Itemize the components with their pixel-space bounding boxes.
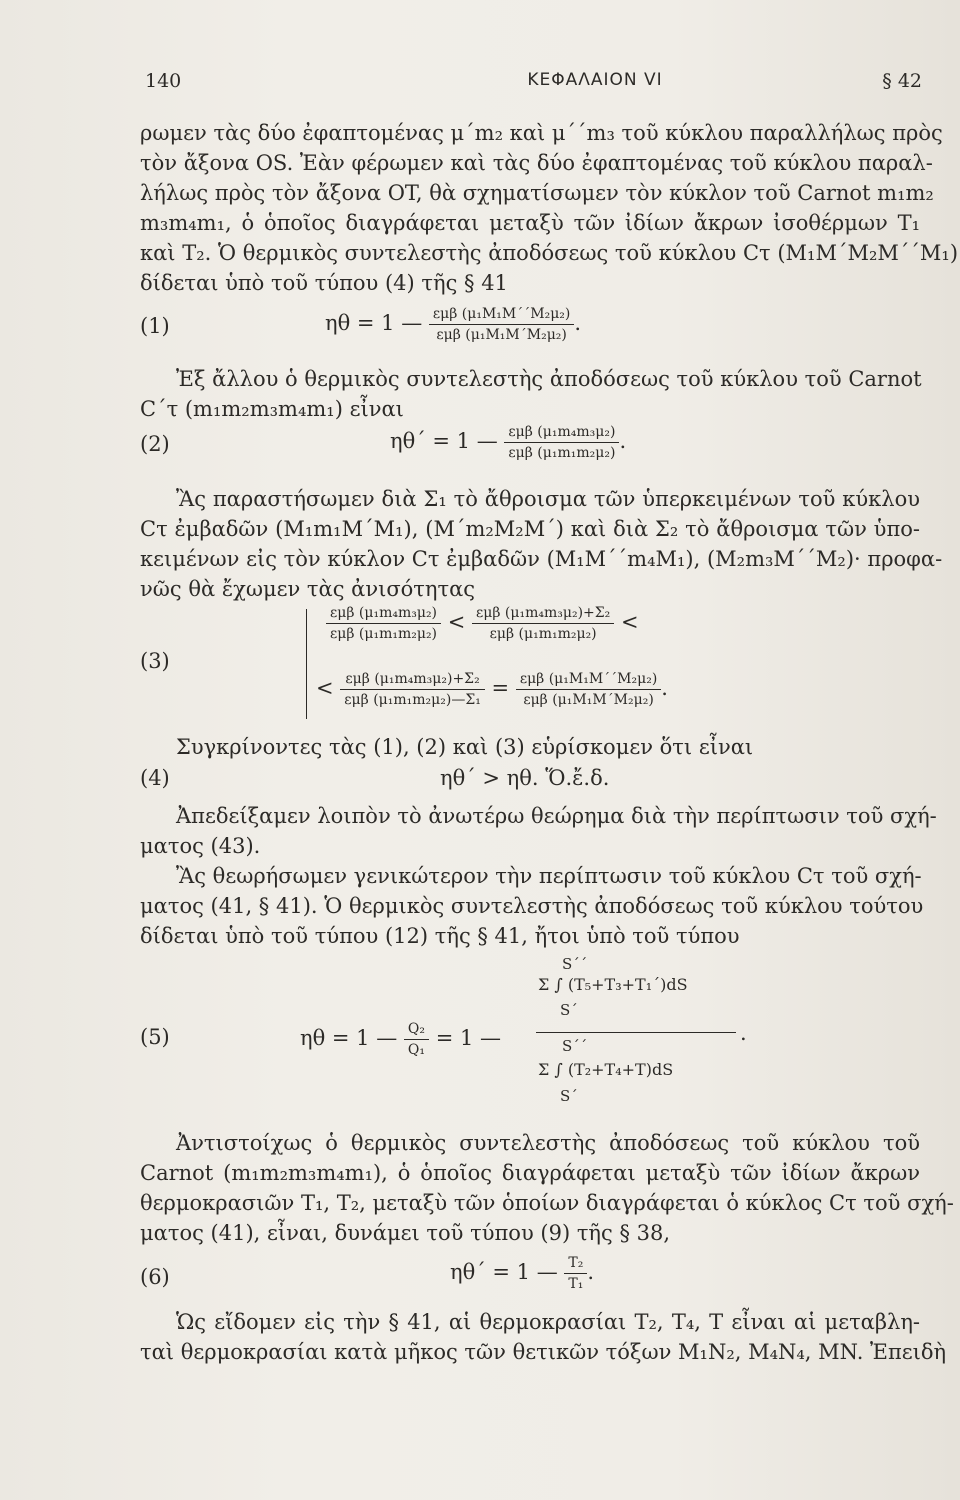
operator: < xyxy=(620,610,639,634)
operator: < xyxy=(447,610,466,634)
eq-end: . xyxy=(587,1260,595,1284)
text-line: καὶ T₂. Ὁ θερμικὸς συντελεστὴς ἀποδόσεως τοῦ κύκλου Cτ (M₁M΄M₂M΄΄M₁) xyxy=(140,241,959,265)
equation-label: (5) xyxy=(140,1025,170,1049)
integral-upper-limit: S΄΄ xyxy=(562,955,588,973)
operator: < xyxy=(316,676,334,700)
text-line: Συγκρίνοντες τὰς (1), (2) καὶ (3) εὑρίσκομεν ὅτι εἶναι xyxy=(176,735,754,759)
text-line: δίδεται ὑπὸ τοῦ τύπου (4) τῆς § 41 xyxy=(140,271,508,295)
denominator: εμβ (μ₁m₁m₂μ₂) xyxy=(326,623,441,642)
fraction xyxy=(504,424,619,461)
text-line: δίδεται ὑπὸ τοῦ τύπου (12) τῆς § 41, ἤτοι ὑπὸ τοῦ τύπου xyxy=(140,924,740,948)
denominator: εμβ (μ₁m₁m₂μ₂)—Σ₁ xyxy=(340,689,485,708)
text-line: ματος (41, § 41). Ὁ θερμικὸς συντελεστὴς ἀποδόσεως τοῦ κύκλου τούτου xyxy=(140,894,924,918)
fraction xyxy=(326,605,441,642)
text-line: ταὶ θερμοκρασίαι κατὰ μῆκος τῶν θετικῶν τόξων M₁N₂, M₄N₄, MN. Ἐπειδὴ xyxy=(140,1340,947,1364)
text-line: Carnot (m₁m₂m₃m₄m₁), ὁ ὁποῖος διαγράφεται μεταξὺ τῶν ἰδίων ἄκρων xyxy=(140,1161,920,1185)
denominator: εμβ (μ₁m₁m₂μ₂) xyxy=(472,623,614,642)
equation-label: (2) xyxy=(140,432,170,456)
denominator: εμβ (μ₁m₁m₂μ₂) xyxy=(504,442,619,461)
equation-2 xyxy=(140,424,920,468)
denominator: T₁ xyxy=(564,1273,587,1292)
equation-6 xyxy=(140,1255,920,1301)
eq-left-part xyxy=(300,1021,501,1058)
denominator: εμβ (μ₁M₁M΄M₂μ₂) xyxy=(429,324,574,343)
equation-4 xyxy=(140,766,920,798)
fraction xyxy=(472,605,614,642)
text-line: λήλως πρὸς τὸν ἄξονα OT, θὰ σχηματίσωμεν τὸν κύκλον τοῦ Carnot m₁m₂ xyxy=(140,181,934,205)
text-line: νῶς θὰ ἔχωμεν τὰς ἀνισότητας xyxy=(140,577,476,601)
paragraph-3 xyxy=(140,484,943,604)
page-number: 140 xyxy=(145,70,182,92)
operator: = xyxy=(491,676,510,700)
equation-label: (1) xyxy=(140,314,170,338)
numerator: εμβ (μ₁m₄m₃μ₂) xyxy=(508,424,616,440)
integral-lower-limit: S΄ xyxy=(560,1001,578,1019)
numerator: εμβ (μ₁m₄m₃μ₂) xyxy=(330,605,438,621)
denominator: Q₁ xyxy=(404,1039,429,1058)
paragraph-2 xyxy=(140,364,920,424)
eq-lhs: ηθ΄ = 1 — xyxy=(390,429,498,453)
text-line: m₃m₄m₁, ὁ ὁποῖος διαγράφεται μεταξὺ τῶν ἰδίων ἄκρων ἰσοθέρμων T₁ xyxy=(140,211,920,235)
eq-end: . xyxy=(574,311,582,335)
chapter-title: ΚΕΦΑΛΑΙΟΝ VI xyxy=(527,70,663,90)
fraction-bar xyxy=(536,1032,736,1033)
text-line: τὸν ἄξονα OS. Ἐὰν φέρωμεν καὶ τὰς δύο ἐφαπτομένας τοῦ κύκλου παραλ- xyxy=(140,151,933,175)
inequality-row-2 xyxy=(316,671,668,708)
fraction xyxy=(340,671,485,708)
text-line: C΄τ (m₁m₂m₃m₄m₁) εἶναι xyxy=(140,397,404,421)
equation-label: (3) xyxy=(140,649,170,673)
paragraph-5 xyxy=(140,801,937,861)
text-line: Ἂς παραστήσωμεν διὰ Σ₁ τὸ ἄθροισμα τῶν ὑπερκειμένων τοῦ κύκλου xyxy=(176,487,920,511)
text-line: Ὡς εἴδομεν εἰς τὴν § 41, αἱ θερμοκρασίαι T₂, T₄, T εἶναι αἱ μεταβλη- xyxy=(176,1310,920,1334)
equation-5 xyxy=(140,955,920,1115)
eq-lhs: ηθ΄ = 1 — xyxy=(450,1260,558,1284)
eq-expression: ηθ΄ > ηθ. Ὅ.ἔ.δ. xyxy=(440,766,610,790)
text-line: κειμένων εἰς τὸν κύκλον Cτ ἐμβαδῶν (M₁M΄΄m₄M₁), (M₂m₃M΄΄M₂)· προφα- xyxy=(140,547,943,571)
fraction xyxy=(429,306,574,343)
text-line: Ἂς θεωρήσωμεν γενικώτερον τὴν περίπτωσιν τοῦ κύκλου Cτ τοῦ σχή- xyxy=(176,864,922,888)
text-line: θερμοκρασιῶν T₁, T₂, μεταξὺ τῶν ὁποίων διαγράφεται ὁ κύκλος Cτ τοῦ σχή- xyxy=(140,1191,954,1215)
numerator: εμβ (μ₁M₁M΄΄M₂μ₂) xyxy=(519,671,658,687)
denominator: εμβ (μ₁M₁M΄M₂μ₂) xyxy=(516,689,661,708)
eq-end: . xyxy=(619,429,627,453)
equation-label: (6) xyxy=(140,1265,170,1289)
numerator: T₂ xyxy=(568,1255,584,1271)
eq-end: . xyxy=(661,676,668,700)
fraction xyxy=(564,1255,587,1292)
inequality-row-1 xyxy=(326,605,639,642)
section-mark: § 42 xyxy=(882,70,922,92)
eq-lhs: ηθ = 1 — xyxy=(300,1026,398,1050)
equation-label: (4) xyxy=(140,766,170,790)
integral-denominator: Σ ∫ (T₂+T₄+T)dS xyxy=(538,1060,674,1079)
text-line: ματος (41), εἶναι, δυνάμει τοῦ τύπου (9) τῆς § 38, xyxy=(140,1221,671,1245)
paragraph-8 xyxy=(140,1307,947,1367)
numerator: εμβ (μ₁m₄m₃μ₂)+Σ₂ xyxy=(345,671,480,687)
eq-end: . xyxy=(740,1021,747,1045)
paragraph-6 xyxy=(140,861,924,951)
numerator: εμβ (μ₁M₁M΄΄M₂μ₂) xyxy=(432,306,571,322)
integral-upper-limit: S΄΄ xyxy=(562,1037,588,1055)
paragraph-1 xyxy=(140,118,959,298)
text-line: Ἀντιστοίχως ὁ θερμικὸς συντελεστὴς ἀποδόσεως τοῦ κύκλου τοῦ xyxy=(176,1131,920,1155)
integral-lower-limit: S΄ xyxy=(560,1087,578,1105)
numerator: Q₂ xyxy=(407,1021,425,1037)
text-line: ματος (43). xyxy=(140,834,261,858)
fraction xyxy=(516,671,661,708)
running-header xyxy=(145,70,922,100)
eq-lhs: ηθ = 1 — xyxy=(325,311,423,335)
paragraph-7 xyxy=(140,1128,954,1248)
eq-mid: = 1 — xyxy=(435,1026,501,1050)
equation-3 xyxy=(140,605,920,723)
fraction xyxy=(404,1021,429,1058)
text-line: Ἀπεδείξαμεν λοιπὸν τὸ ἀνωτέρω θεώρημα διὰ τὴν περίπτωσιν τοῦ σχή- xyxy=(176,804,937,828)
text-line: ρωμεν τὰς δύο ἐφαπτομένας μ΄m₂ καὶ μ΄΄m₃ τοῦ κύκλου παραλλήλως πρὸς xyxy=(140,121,943,145)
text-line: Ἐξ ἄλλου ὁ θερμικὸς συντελεστὴς ἀποδόσεως τοῦ κύκλου τοῦ Carnot xyxy=(176,367,922,391)
integral-numerator: Σ ∫ (T₅+T₃+T₁΄)dS xyxy=(538,975,688,994)
paragraph-4 xyxy=(140,732,920,762)
equation-1 xyxy=(140,306,920,350)
numerator: εμβ (μ₁m₄m₃μ₂)+Σ₂ xyxy=(476,605,611,621)
text-line: Cτ ἐμβαδῶν (M₁m₁M΄M₁), (M΄m₂M₂M΄) καὶ διὰ Σ₂ τὸ ἄθροισμα τῶν ὑπο- xyxy=(140,517,920,541)
